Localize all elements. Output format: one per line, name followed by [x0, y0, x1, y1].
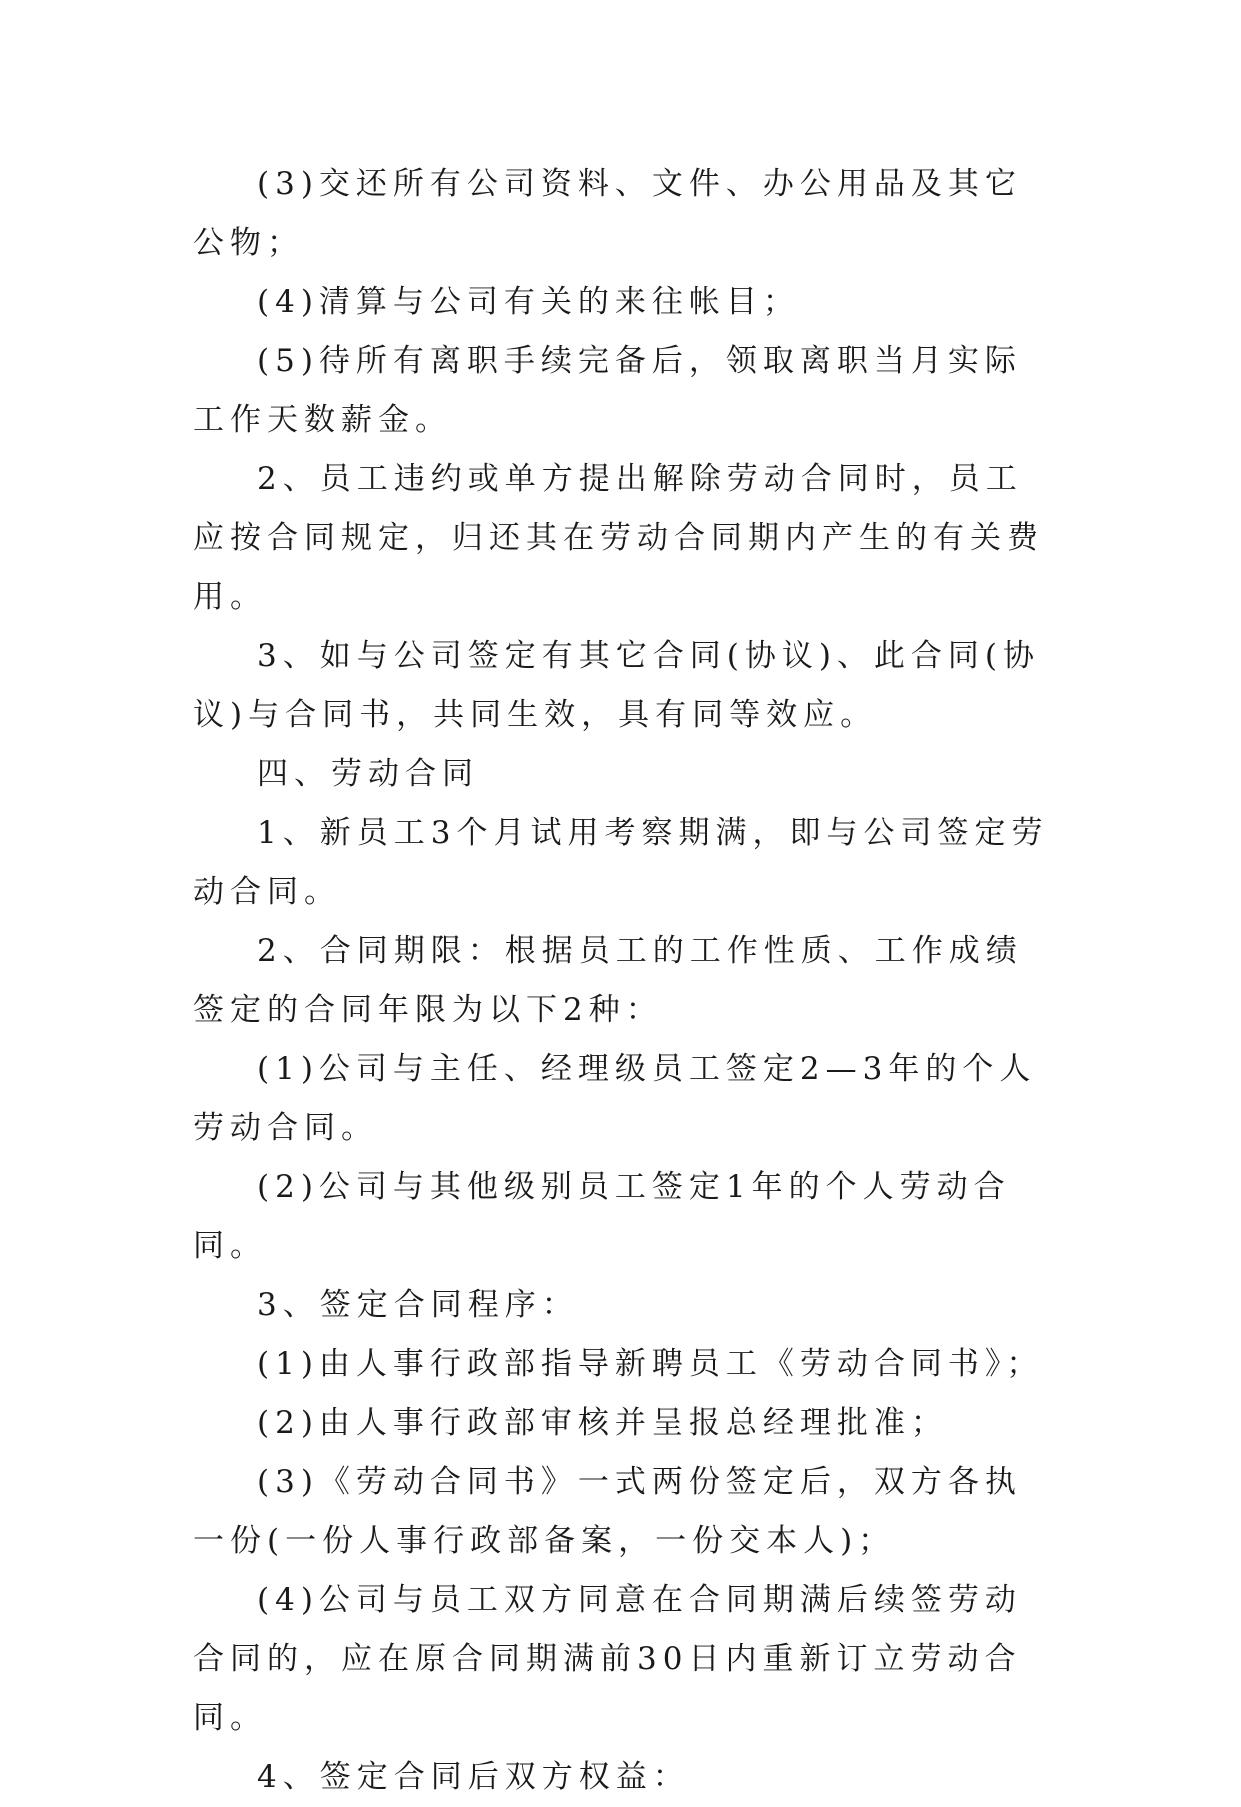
section-heading-labor-contract: 四、劳动合同 — [257, 756, 479, 792]
paragraph-return-company-property: (3)交还所有公司资料、文件、办公用品及其它公物； — [193, 166, 1022, 261]
document-body — [193, 155, 1051, 1807]
paragraph-breach-costs: 2、员工违约或单方提出解除劳动合同时，员工应按合同规定，归还其在劳动合同期内产生的有关费用。 — [193, 461, 1044, 615]
paragraph-two-copies: (3)《劳动合同书》一式两份签定后，双方各执一份(一份人事行政部备案，一份交本人)； — [193, 1464, 1022, 1559]
paragraph-staff-term: (2)公司与其他级别员工签定1年的个人劳动合同。 — [193, 1169, 1011, 1264]
paragraph-contract-renewal: (4)公司与员工双方同意在合同期满后续签劳动合同的，应在原合同期满前30日内重新订立劳动合同。 — [193, 1582, 1022, 1736]
paragraph-rights-after-signing: 4、签定合同后双方权益： — [257, 1759, 690, 1795]
paragraph-settle-accounts: (4)清算与公司有关的来往帐目； — [257, 284, 800, 320]
paragraph-contract-term: 2、合同期限：根据员工的工作性质、工作成绩签定的合同年限为以下2种： — [193, 933, 1023, 1028]
paragraph-hr-guidance: (1)由人事行政部指导新聘员工《劳动合同书》； — [257, 1346, 1044, 1382]
paragraph-other-agreements: 3、如与公司签定有其它合同(协议)、此合同(协议)与合同书，共同生效，具有同等效应。 — [193, 638, 1041, 733]
paragraph-signing-procedure: 3、签定合同程序： — [257, 1287, 579, 1323]
paragraph-probation-contract: 1、新员工3个月试用考察期满，即与公司签定劳动合同。 — [193, 815, 1049, 910]
paragraph-manager-term: (1)公司与主任、经理级员工签定2—3年的个人劳动合同。 — [193, 1051, 1037, 1146]
paragraph-hr-approval: (2)由人事行政部审核并呈报总经理批准； — [257, 1405, 948, 1441]
paragraph-final-salary: (5)待所有离职手续完备后，领取离职当月实际工作天数薪金。 — [193, 343, 1022, 438]
